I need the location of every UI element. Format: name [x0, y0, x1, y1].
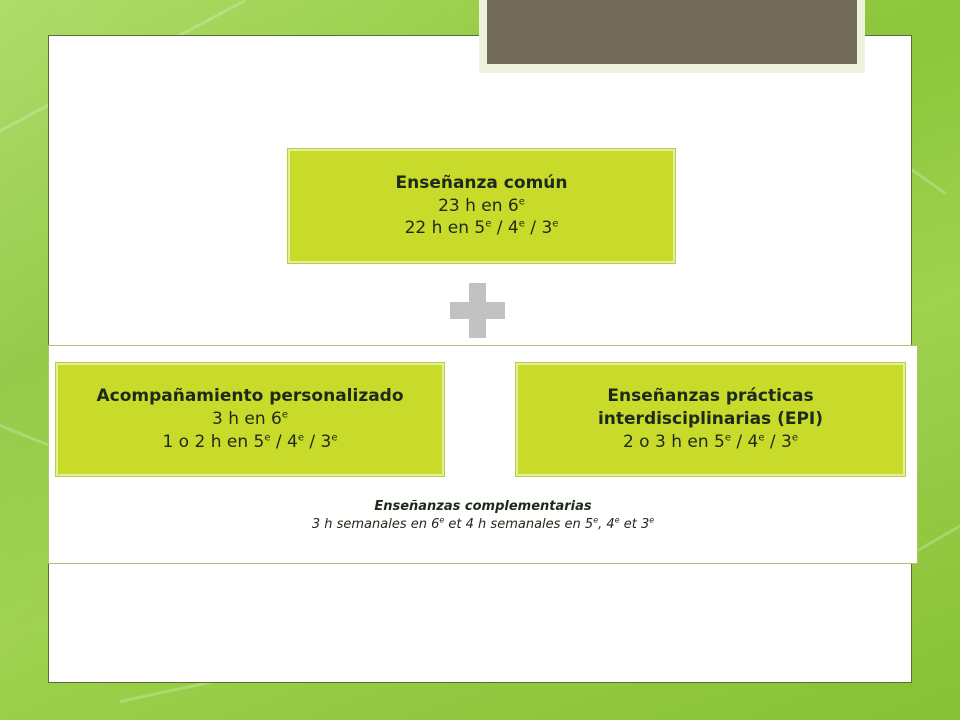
plus-icon-vertical — [469, 283, 486, 338]
personalized-support-hours-6: 3 h en 6e — [211, 409, 288, 430]
complementary-text — [48, 498, 918, 534]
complementary-hours: 3 h semanales en 6e et 4 h semanales en 5e, 4e et 3e — [311, 515, 655, 533]
complementary-title: Enseñanzas complementarias — [374, 499, 592, 514]
common-teaching-hours-5-4-3: 22 h en 5e / 4e / 3e — [404, 218, 559, 239]
common-teaching-hours-6: 23 h en 6e — [438, 195, 525, 216]
personalized-support-box — [56, 363, 444, 476]
common-teaching-title: Enseñanza común — [395, 172, 568, 193]
header-tab-fill — [487, 0, 857, 64]
epi-hours-5-4-3: 2 o 3 h en 5e / 4e / 3e — [622, 431, 799, 452]
plus-icon — [450, 283, 505, 338]
epi-title-line-1: Enseñanzas prácticas — [607, 386, 814, 407]
header-tab — [479, 0, 865, 73]
personalized-support-hours-5-4-3: 1 o 2 h en 5e / 4e / 3e — [162, 431, 338, 452]
epi-title-line-2: interdisciplinarias (EPI) — [597, 409, 824, 430]
epi-box — [516, 363, 905, 476]
common-teaching-box — [288, 149, 675, 263]
personalized-support-title: Acompañamiento personalizado — [96, 386, 404, 407]
